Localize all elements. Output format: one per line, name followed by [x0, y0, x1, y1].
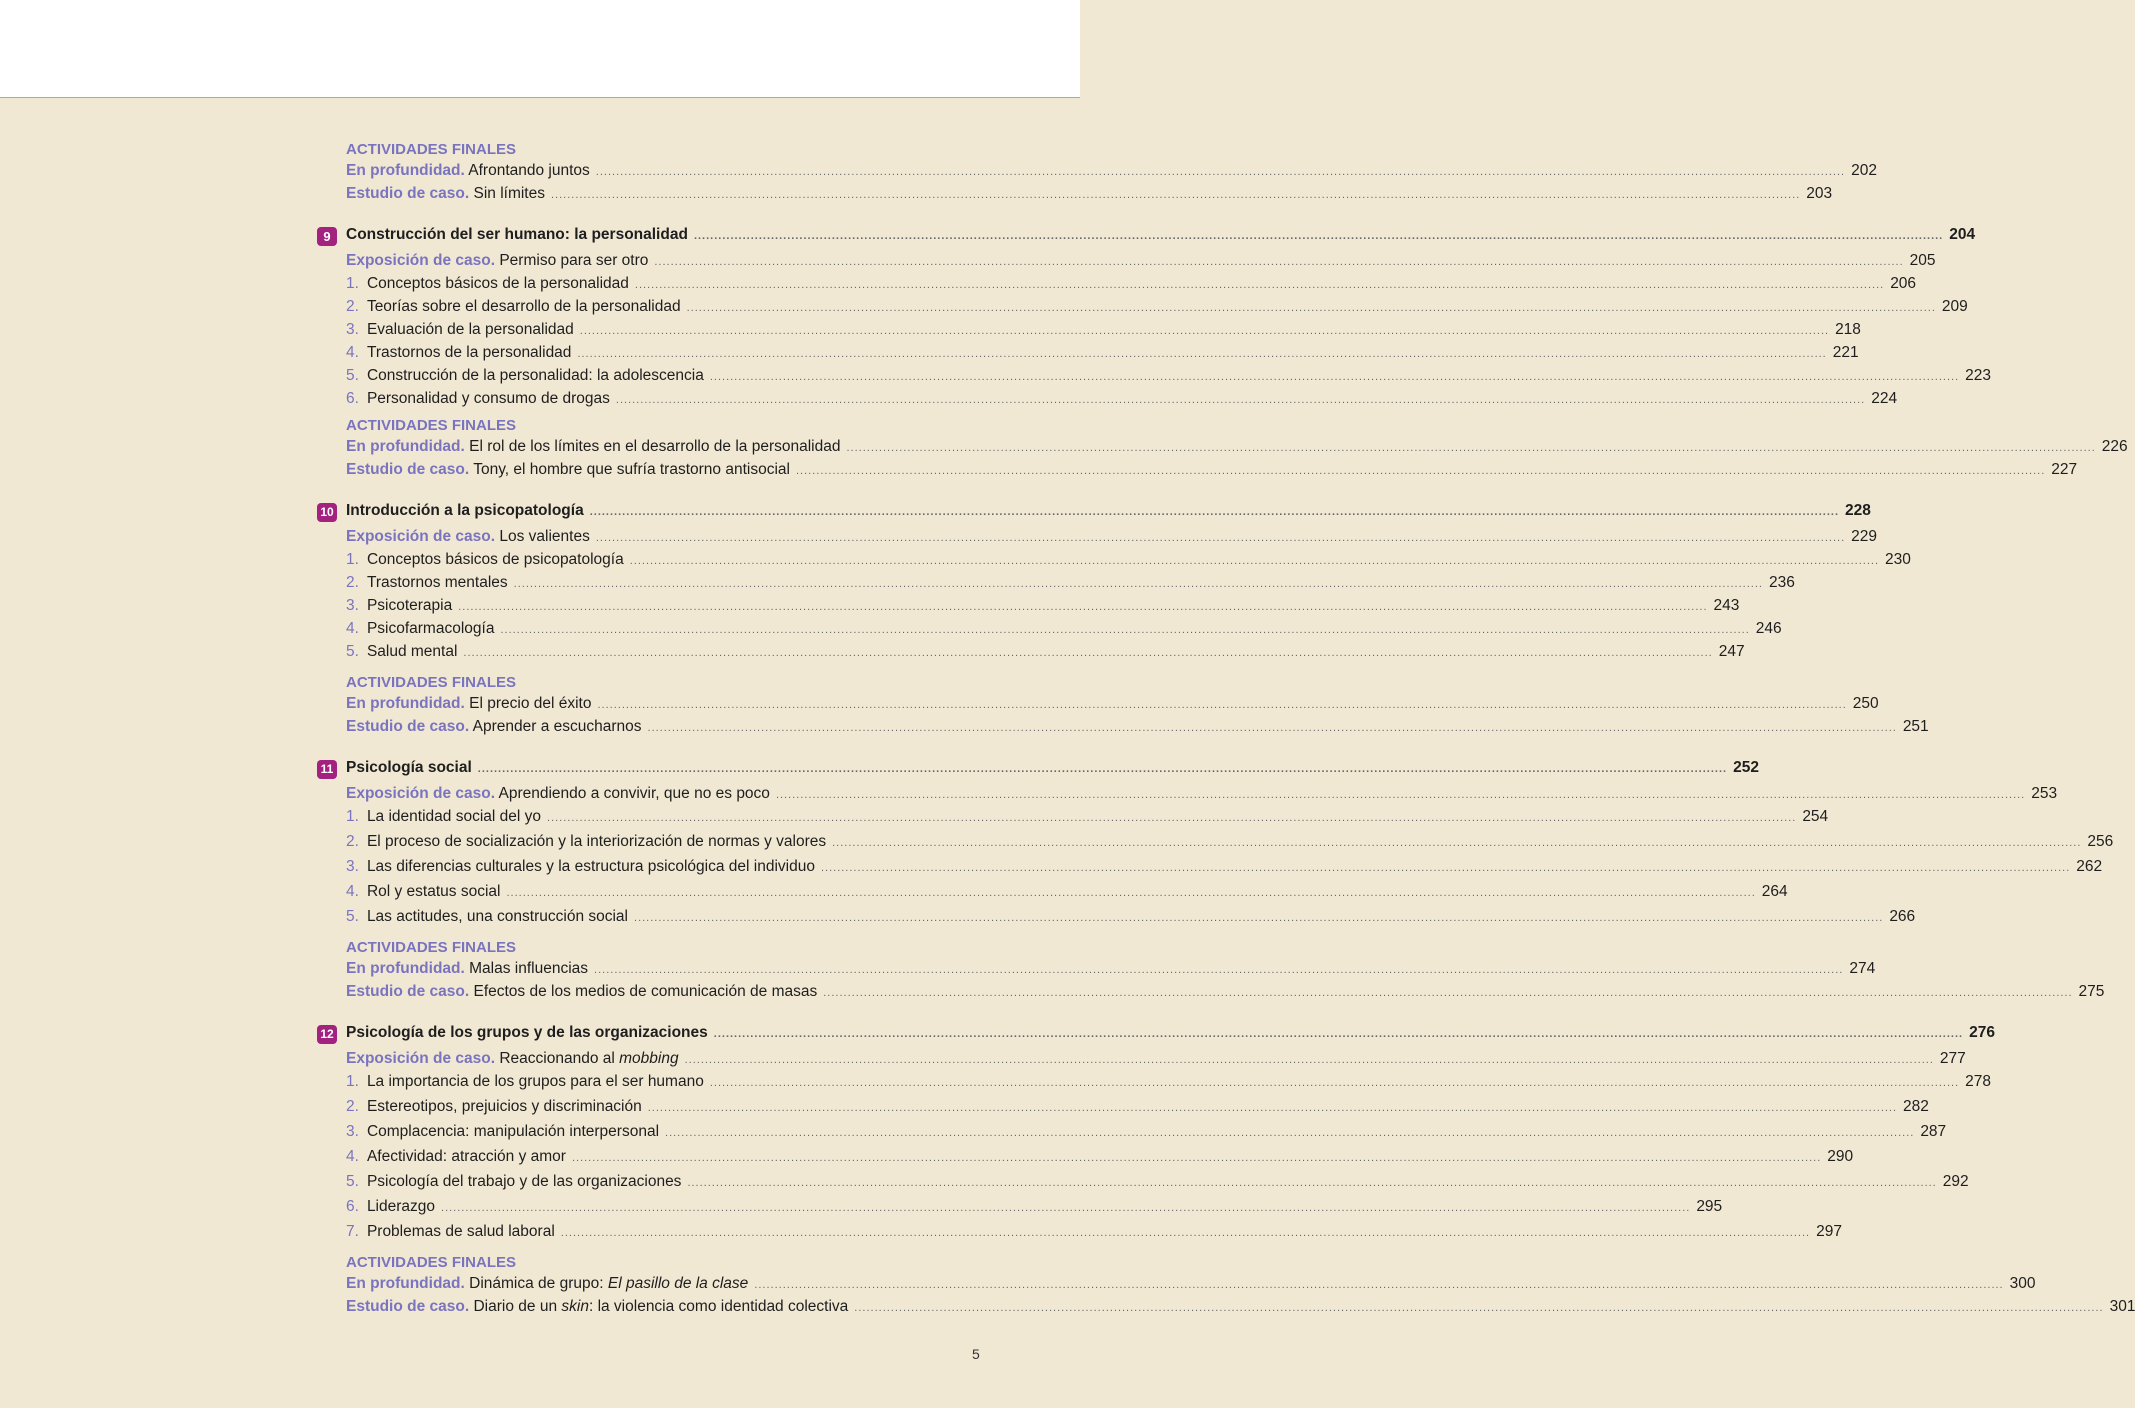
- chapter-9-entry[interactable]: [323, 226, 1976, 252]
- leader-dots: [665, 1127, 1914, 1139]
- section-title: Psicología del trabajo y de las organizaciones: [366, 1173, 682, 1190]
- leader-dots: [551, 189, 1800, 201]
- leader-dots: [654, 256, 1903, 268]
- table-of-contents: [320, 137, 2135, 1321]
- section-number: 3.: [346, 321, 359, 338]
- toc-entry-en-profundidad[interactable]: [346, 695, 1879, 718]
- entry-text: Afrontando juntos: [468, 162, 590, 179]
- section-page: 236: [1768, 574, 1795, 591]
- leader-dots: [561, 1227, 1810, 1239]
- entry-tag: En profundidad.: [346, 960, 465, 977]
- activities-heading: ACTIVIDADES FINALES: [346, 417, 517, 434]
- chapter-page: 228: [1845, 502, 1871, 519]
- entry-text: Permiso para ser otro: [499, 252, 649, 269]
- section-title: Trastornos de la personalidad: [366, 344, 572, 361]
- section-number: 6.: [346, 390, 359, 407]
- section-title: Salud mental: [366, 643, 458, 660]
- leader-dots: [694, 230, 1943, 242]
- toc-entry-exposicion[interactable]: [346, 785, 2058, 808]
- section-page: 264: [1761, 883, 1788, 900]
- section-number: 5.: [346, 908, 359, 925]
- section-title: Complacencia: manipulación interpersonal: [366, 1123, 660, 1140]
- section-title: Psicofarmacología: [366, 620, 495, 637]
- entry-page: 277: [1939, 1050, 1966, 1067]
- section-page: 282: [1903, 1098, 1929, 1115]
- leader-dots: [796, 465, 2045, 477]
- entry-text-after: : la violencia como identidad colectiva: [588, 1298, 849, 1315]
- chapter-title: Psicología social: [346, 759, 472, 776]
- entry-text: Diario de un: [473, 1298, 562, 1315]
- section-number: 4.: [346, 1148, 359, 1165]
- toc-section[interactable]: [346, 1173, 1969, 1198]
- leader-dots: [597, 699, 1846, 711]
- section-page: 278: [1965, 1073, 1991, 1090]
- toc-section[interactable]: [346, 858, 2103, 883]
- leader-dots: [710, 1077, 1959, 1089]
- section-title: Conceptos básicos de psicopatología: [366, 551, 624, 568]
- section-page: 209: [1941, 298, 1968, 315]
- leader-dots: [776, 789, 2025, 801]
- section-number: 7.: [346, 1223, 359, 1240]
- section-number: 2.: [346, 298, 359, 315]
- leader-dots: [846, 442, 2095, 454]
- toc-entry-estudio-de-caso[interactable]: [346, 185, 1833, 208]
- entry-tag: Exposición de caso.: [346, 785, 496, 802]
- section-number: 2.: [346, 833, 359, 850]
- section-title: Liderazgo: [366, 1198, 436, 1215]
- chapter-title: Introducción a la psicopatología: [346, 502, 584, 519]
- section-title: Las actitudes, una construcción social: [366, 908, 629, 925]
- leader-dots: [580, 325, 1829, 337]
- toc-entry-en-profundidad[interactable]: [346, 1275, 2036, 1298]
- toc-section[interactable]: [346, 833, 2114, 858]
- section-page: 297: [1816, 1223, 1842, 1240]
- entry-page: 251: [1902, 718, 1929, 735]
- leader-dots: [714, 1028, 1963, 1040]
- section-number: 1.: [346, 275, 359, 292]
- leader-dots: [854, 1302, 2103, 1314]
- leader-dots: [506, 887, 1755, 899]
- toc-section[interactable]: [346, 1098, 1929, 1123]
- entry-page: 202: [1851, 162, 1877, 179]
- toc-section[interactable]: [346, 1148, 1854, 1173]
- leader-dots: [616, 394, 1865, 406]
- toc-section[interactable]: [346, 620, 1782, 643]
- chapter-page: 276: [1969, 1024, 1995, 1041]
- entry-tag: Estudio de caso.: [346, 185, 470, 202]
- section-page: 292: [1942, 1173, 1969, 1190]
- entry-page: 253: [2031, 785, 2058, 802]
- leader-dots: [630, 555, 1879, 567]
- leader-dots: [635, 279, 1884, 291]
- entry-tag: En profundidad.: [346, 438, 465, 455]
- toc-entry-estudio-de-caso[interactable]: [346, 1298, 2135, 1321]
- section-number: 4.: [346, 883, 359, 900]
- leader-dots: [514, 578, 1763, 590]
- toc-section[interactable]: [346, 298, 1968, 321]
- toc-entry-exposicion[interactable]: [346, 528, 1877, 551]
- entry-tag: Estudio de caso.: [346, 718, 470, 735]
- entry-text: Tony, el hombre que sufría trastorno antisocial: [473, 461, 790, 478]
- section-title: Rol y estatus social: [366, 883, 501, 900]
- toc-section[interactable]: [346, 1073, 1991, 1098]
- chapter-page: 204: [1949, 226, 1976, 243]
- leader-dots: [594, 964, 1843, 976]
- section-number: 4.: [346, 344, 359, 361]
- section-page: 254: [1802, 808, 1829, 825]
- toc-entry-estudio-de-caso[interactable]: [346, 983, 2105, 1006]
- section-number: 3.: [346, 597, 359, 614]
- section-title: Trastornos mentales: [366, 574, 508, 591]
- entry-text: Dinámica de grupo:: [469, 1275, 608, 1292]
- chapter-title: Construcción del ser humano: la personalidad: [346, 226, 688, 243]
- toc-section[interactable]: [346, 808, 1829, 833]
- entry-page: 300: [2009, 1275, 2036, 1292]
- section-number: 3.: [346, 858, 359, 875]
- toc-section[interactable]: [346, 908, 1916, 933]
- page-number: 5: [972, 1346, 980, 1362]
- entry-text: Aprendiendo a convivir, que no es poco: [498, 785, 770, 802]
- section-number: 1.: [346, 551, 359, 568]
- entry-text: Sin límites: [473, 185, 545, 202]
- section-page: 266: [1889, 908, 1916, 925]
- section-title: Estereotipos, prejuicios y discriminación: [366, 1098, 642, 1115]
- leader-dots: [685, 1054, 1934, 1066]
- chapter-10-entry[interactable]: [320, 502, 1871, 528]
- section-page: 218: [1835, 321, 1861, 338]
- entry-tag: Exposición de caso.: [346, 1050, 496, 1067]
- section-number: 5.: [346, 643, 359, 660]
- entry-text: Los valientes: [499, 528, 590, 545]
- entry-text: Reaccionando al: [499, 1050, 620, 1067]
- leader-dots: [687, 1177, 1936, 1189]
- entry-page: 275: [2078, 983, 2105, 1000]
- section-page: 256: [2087, 833, 2114, 850]
- section-title: Conceptos básicos de la personalidad: [366, 275, 629, 292]
- section-page: 230: [1885, 551, 1911, 568]
- section-title: Las diferencias culturales y la estructura psicológica del individuo: [366, 858, 815, 875]
- section-page: 221: [1832, 344, 1859, 361]
- leader-dots: [441, 1202, 1690, 1214]
- entry-tag: Estudio de caso.: [346, 983, 470, 1000]
- leader-dots: [547, 812, 1796, 824]
- section-title: Personalidad y consumo de drogas: [366, 390, 610, 407]
- entry-tag: En profundidad.: [346, 1275, 465, 1292]
- section-title: Teorías sobre el desarrollo de la personalidad: [366, 298, 681, 315]
- section-title: Afectividad: atracción y amor: [366, 1148, 566, 1165]
- toc-section[interactable]: [346, 643, 1745, 666]
- chapter-number-badge: 12: [317, 1025, 337, 1044]
- leader-dots: [710, 371, 1959, 383]
- entry-text: Aprender a escucharnos: [472, 718, 642, 735]
- entry-text: El rol de los límites en el desarrollo de la personalidad: [469, 438, 841, 455]
- chapter-number-badge: 10: [317, 503, 337, 522]
- section-page: 295: [1696, 1198, 1723, 1215]
- entry-tag: Estudio de caso.: [346, 461, 470, 478]
- section-title: Psicoterapia: [366, 597, 453, 614]
- section-page: 262: [2076, 858, 2103, 875]
- section-title: La importancia de los grupos para el ser humano: [366, 1073, 704, 1090]
- toc-section[interactable]: [346, 883, 1788, 908]
- toc-section[interactable]: [346, 1223, 1842, 1248]
- section-number: 6.: [346, 1198, 359, 1215]
- leader-dots: [821, 862, 2070, 874]
- section-number: 2.: [346, 1098, 359, 1115]
- leader-dots: [478, 763, 1727, 775]
- section-title: Problemas de salud laboral: [366, 1223, 555, 1240]
- entry-page: 250: [1852, 695, 1879, 712]
- toc-entry-exposicion[interactable]: [346, 252, 1936, 275]
- entry-text-italic: skin: [561, 1298, 589, 1315]
- chapter-page: 252: [1733, 759, 1759, 776]
- leader-dots: [458, 601, 1707, 613]
- top-header-band: [0, 0, 1080, 98]
- leader-dots: [572, 1152, 1821, 1164]
- section-number: 2.: [346, 574, 359, 591]
- toc-section[interactable]: [346, 551, 1911, 574]
- leader-dots: [648, 1102, 1897, 1114]
- activities-heading: ACTIVIDADES FINALES: [346, 141, 517, 158]
- entry-text: Malas influencias: [469, 960, 589, 977]
- section-number: 5.: [346, 1173, 359, 1190]
- chapter-number-badge: 9: [317, 227, 337, 246]
- entry-page: 274: [1849, 960, 1876, 977]
- section-title: Evaluación de la personalidad: [366, 321, 574, 338]
- section-page: 223: [1965, 367, 1992, 384]
- toc-section[interactable]: [346, 275, 1917, 298]
- leader-dots: [634, 912, 1883, 924]
- leader-dots: [577, 348, 1826, 360]
- section-page: 246: [1755, 620, 1782, 637]
- entry-page: 227: [2051, 461, 2078, 478]
- toc-entry-estudio-de-caso[interactable]: [346, 461, 2078, 484]
- toc-entry-en-profundidad[interactable]: [346, 162, 1877, 185]
- entry-tag: Exposición de caso.: [346, 528, 496, 545]
- toc-section[interactable]: [346, 1198, 1723, 1223]
- section-page: 206: [1890, 275, 1917, 292]
- toc-section[interactable]: [346, 1123, 1947, 1148]
- section-number: 1.: [346, 1073, 359, 1090]
- entry-tag: Exposición de caso.: [346, 252, 496, 269]
- leader-dots: [590, 506, 1839, 518]
- entry-page: 226: [2101, 438, 2128, 455]
- entry-text-italic: El pasillo de la clase: [607, 1275, 749, 1292]
- leader-dots: [687, 302, 1936, 314]
- section-number: 1.: [346, 808, 359, 825]
- entry-page: 229: [1851, 528, 1877, 545]
- chapter-title: Psicología de los grupos y de las organizaciones: [346, 1024, 708, 1041]
- toc-section[interactable]: [346, 344, 1859, 367]
- chapter-11-entry[interactable]: [320, 759, 1759, 785]
- entry-page: 205: [1909, 252, 1936, 269]
- leader-dots: [823, 987, 2072, 999]
- section-number: 4.: [346, 620, 359, 637]
- entry-tag: En profundidad.: [346, 162, 465, 179]
- leader-dots: [754, 1279, 2003, 1291]
- toc-section[interactable]: [346, 390, 1898, 413]
- section-title: Construcción de la personalidad: la adolescencia: [366, 367, 704, 384]
- entry-page: 301: [2109, 1298, 2135, 1315]
- section-number: 3.: [346, 1123, 359, 1140]
- section-title: La identidad social del yo: [366, 808, 542, 825]
- leader-dots: [648, 722, 1897, 734]
- entry-text: Efectos de los medios de comunicación de masas: [473, 983, 818, 1000]
- section-page: 287: [1920, 1123, 1947, 1140]
- chapter-12-entry[interactable]: [320, 1024, 1995, 1050]
- toc-entry-exposicion[interactable]: [346, 1050, 1966, 1073]
- entry-page: 203: [1806, 185, 1833, 202]
- chapter-number-badge: 11: [317, 760, 337, 779]
- section-number: 5.: [346, 367, 359, 384]
- entry-text: El precio del éxito: [469, 695, 592, 712]
- toc-section[interactable]: [346, 597, 1740, 620]
- leader-dots: [596, 166, 1845, 178]
- section-title: El proceso de socialización y la interiorización de normas y valores: [366, 833, 827, 850]
- activities-heading: ACTIVIDADES FINALES: [346, 1254, 517, 1271]
- leader-dots: [832, 837, 2081, 849]
- toc-section[interactable]: [346, 574, 1795, 597]
- toc-entry-en-profundidad[interactable]: [346, 438, 2128, 461]
- toc-section[interactable]: [346, 321, 1861, 344]
- toc-entry-estudio-de-caso[interactable]: [346, 718, 1929, 741]
- entry-tag: Estudio de caso.: [346, 1298, 470, 1315]
- section-page: 243: [1713, 597, 1740, 614]
- leader-dots: [500, 624, 1749, 636]
- toc-section[interactable]: [346, 367, 1992, 390]
- entry-tag: En profundidad.: [346, 695, 465, 712]
- leader-dots: [463, 647, 1712, 659]
- toc-entry-en-profundidad[interactable]: [346, 960, 1876, 983]
- activities-heading: ACTIVIDADES FINALES: [346, 674, 517, 691]
- entry-text-italic: mobbing: [619, 1050, 679, 1067]
- section-page: 247: [1718, 643, 1745, 660]
- section-page: 224: [1871, 390, 1898, 407]
- leader-dots: [596, 532, 1845, 544]
- activities-heading: ACTIVIDADES FINALES: [346, 939, 517, 956]
- section-page: 290: [1827, 1148, 1854, 1165]
